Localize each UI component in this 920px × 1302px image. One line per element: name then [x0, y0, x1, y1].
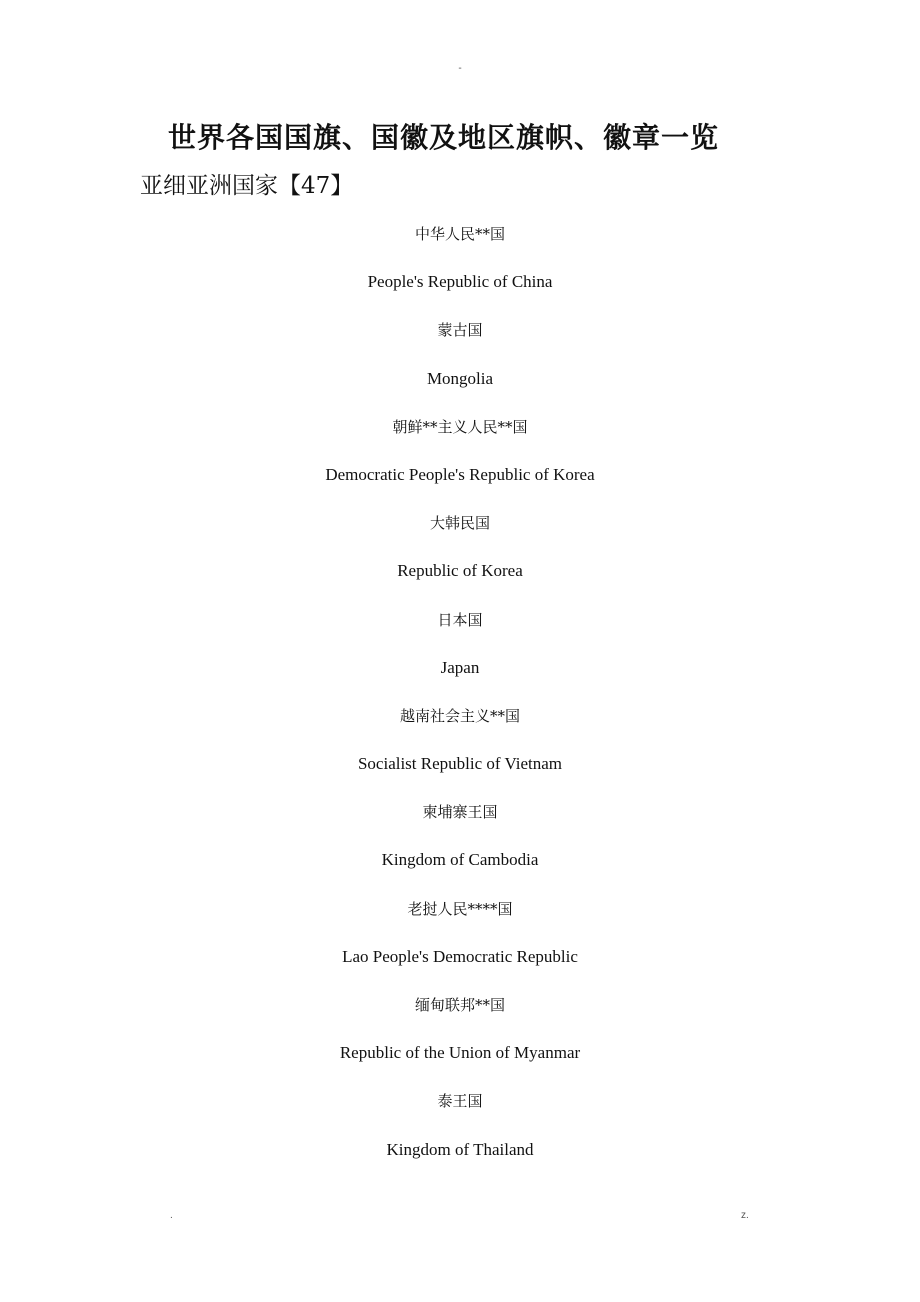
country-name-zh: 中华人民**国: [414, 225, 505, 243]
country-name-zh: 越南社会主义**国: [399, 706, 520, 725]
page-footer-right-mark: z.: [741, 1210, 749, 1221]
country-name-en: Kingdom of Cambodia: [381, 850, 539, 870]
country-name-en: Socialist Republic of Vietnam: [357, 754, 563, 774]
page-footer-left-mark: .: [170, 1210, 173, 1221]
country-name-en: Kingdom of Thailand: [386, 1139, 534, 1159]
country-name-zh: 日本国: [437, 610, 483, 629]
country-name-en: Mongolia: [426, 368, 494, 388]
country-name-en: Lao People's Democratic Republic: [342, 946, 578, 966]
country-name-en: Republic of the Union of Myanmar: [339, 1043, 581, 1063]
country-name-zh: 泰王国: [437, 1092, 483, 1111]
document-title: 世界各国国旗、国徽及地区旗帜、徽章一览: [168, 121, 720, 154]
country-name-zh: 老挝人民****国: [407, 899, 513, 918]
country-name-zh: 缅甸联邦**国: [414, 996, 505, 1014]
country-list: [0, 214, 920, 1178]
page-header-mark: -: [458, 63, 462, 74]
country-name-en: Republic of Korea: [397, 561, 523, 581]
country-name-en: People's Republic of China: [367, 272, 553, 292]
section-heading-asia: 亚细亚洲国家【47】: [140, 173, 354, 199]
country-name-zh: 柬埔寨王国: [422, 803, 498, 822]
country-name-en: Democratic People's Republic of Korea: [325, 464, 595, 484]
country-name-zh: 朝鲜**主义人民**国: [392, 417, 528, 436]
country-name-zh: 蒙古国: [437, 321, 483, 340]
country-name-zh: 大韩民国: [429, 514, 490, 533]
country-name-en: Japan: [440, 657, 480, 677]
